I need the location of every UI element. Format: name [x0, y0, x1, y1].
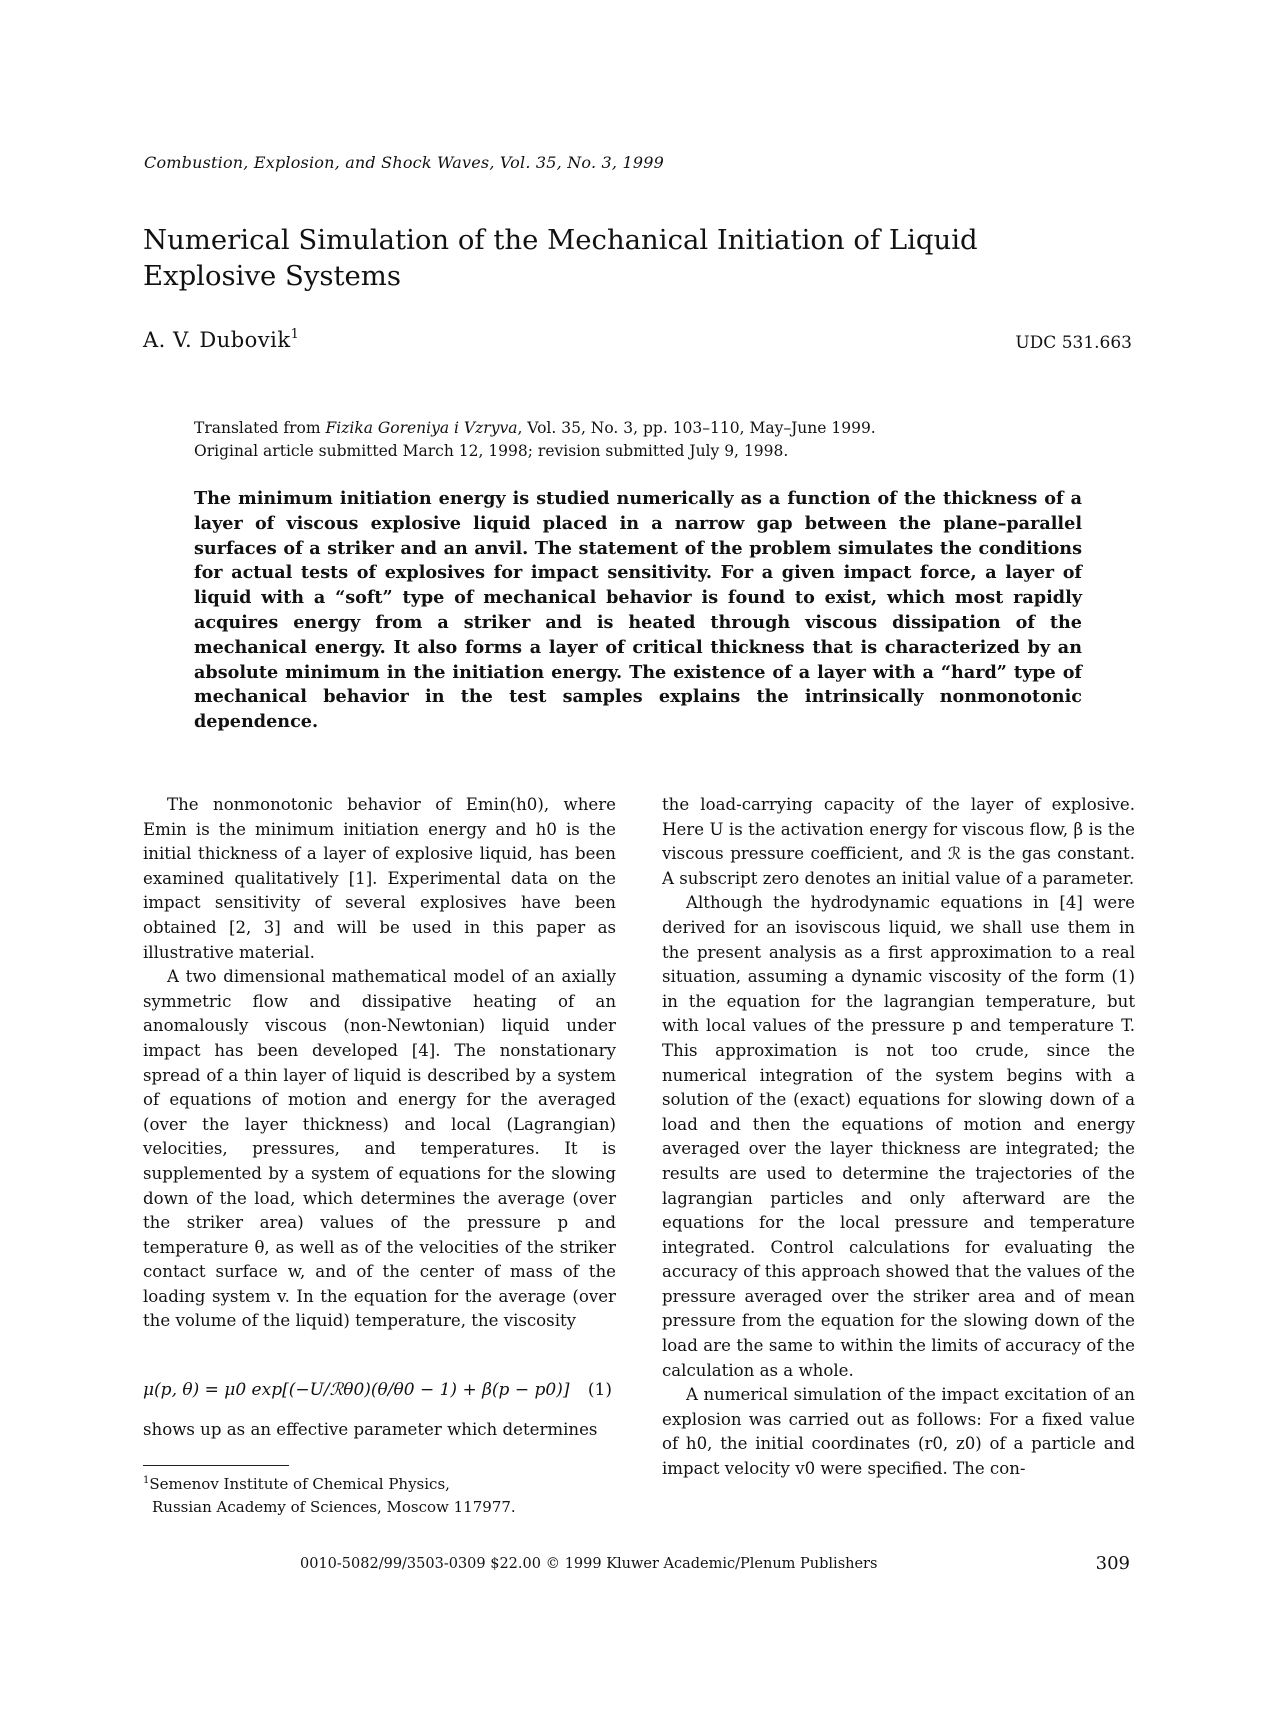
- body-paragraph: Although the hydrodynamic equations in [4] were derived for an isoviscous liquid, we shall use them in the present analysis as a first approximation to a real situation, assuming a dynamic viscosity of the form (1) in the equation for the lagrangian temperature, but with local values of the pressure p and temperature T. This approximation is not too crude, since the numerical integration of the system begins with a solution of the (exact) equations for slowing down of a load and then the equations of motion and energy averaged over the layer thickness are integrated; the results are used to determine the trajectories of the lagrangian particles and only afterward are the equations for the local pressure and temperature integrated. Control calculations for evaluating the accuracy of this approach showed that the values of the pressure averaged over the striker area and of mean pressure from the equation for the slowing down of the load are the same to within the limits of accuracy of the calculation as a whole.: [662, 893, 1135, 1380]
- body-paragraph: A numerical simulation of the impact excitation of an explosion was carried out as follows: For a fixed value of h0, the initial coordinates (r0, z0) of a particle and impact velocity v0 were specified. The con-: [662, 1385, 1135, 1479]
- body-paragraph: A two dimensional mathematical model of an axially symmetric flow and dissipative heating of an anomalously viscous (non-Newtonian) liquid under impact has been developed [4]. The nonstationary spread of a thin layer of liquid is described by a system of equations of motion and energy for the averaged (over the layer thickness) and local (Lagrangian) velocities, pressures, and temperatures. It is supplemented by a system of equations for the slowing down of the load, which determines the average (over the striker area) values of the pressure p and temperature θ, as well as of the velocities of the striker contact surface w, and of the center of mass of the loading system v. In the equation for the average (over the volume of the liquid) temperature, the viscosity: [143, 967, 616, 1331]
- author-line: [143, 327, 299, 352]
- submission-dates: Original article submitted March 12, 1998; revision submitted July 9, 1998.: [194, 442, 789, 460]
- equation-1: [143, 1380, 616, 1400]
- footnote-mark: 1: [143, 1475, 150, 1486]
- footnote-divider: [143, 1465, 289, 1466]
- equation-body: μ(p, θ) = μ0 exp[(−U/ℛθ0)(θ/θ0 − 1) + β(p − p0)]: [143, 1380, 570, 1400]
- translation-prefix: Translated from: [194, 419, 326, 437]
- translation-note: [194, 417, 1094, 463]
- right-column: [662, 793, 1135, 1482]
- body-paragraph: the load-carrying capacity of the layer of explosive. Here U is the activation energy for viscous flow, β is the viscous pressure coefficient, and ℛ is the gas constant. A subscript zero denotes an initial value of a parameter.: [662, 795, 1135, 888]
- body-paragraph: The nonmonotonic behavior of Emin(h0), where Emin is the minimum initiation energy and h0 is the initial thickness of a layer of explosive liquid, has been examined qualitatively [1]. Experimental data on the impact sensitivity of several explosives have been obtained [2, 3] and will be used in this paper as illustrative material.: [143, 795, 616, 962]
- body-continuation: shows up as an effective parameter which determines: [143, 1420, 598, 1439]
- abstract: The minimum initiation energy is studied numerically as a function of the thickness of a layer of viscous explosive liquid placed in a narrow gap between the plane–parallel surfaces of a striker and an anvil. The statement of the problem simulates the conditions for actual tests of explosives for impact sensitivity. For a given impact force, a layer of liquid with a “soft” type of mechanical behavior is found to exist, which most rapidly acquires energy from a striker and is heated through viscous dissipation of the mechanical energy. It also forms a layer of critical thickness that is characterized by an absolute minimum in the initiation energy. The existence of a layer with a “hard” type of mechanical behavior in the test samples explains the intrinsically nonmonotonic dependence.: [194, 488, 1082, 733]
- translation-source-line: [194, 417, 1094, 440]
- footnote-text-1: Semenov Institute of Chemical Physics,: [149, 1475, 450, 1493]
- footnote: [143, 1469, 516, 1519]
- footnote-line-1: [143, 1469, 516, 1496]
- author-footnote-mark: 1: [290, 327, 300, 342]
- translation-source: Fizika Goreniya i Vzryva: [325, 419, 518, 437]
- equation-number: (1): [587, 1380, 612, 1400]
- udc-code: UDC 531.663: [1015, 333, 1132, 353]
- journal-header: Combustion, Explosion, and Shock Waves, Vol. 35, No. 3, 1999: [144, 153, 665, 172]
- page-number: 309: [1095, 1553, 1130, 1574]
- copyright-footer: 0010-5082/99/3503-0309 $22.00 © 1999 Kluwer Academic/Plenum Publishers: [300, 1556, 878, 1572]
- author-name: A. V. Dubovik: [143, 328, 291, 352]
- translation-details: , Vol. 35, No. 3, pp. 103–110, May–June 1999.: [517, 419, 876, 437]
- left-column: [143, 793, 616, 1334]
- article-title: Numerical Simulation of the Mechanical Initiation of Liquid Explosive Systems: [143, 224, 978, 292]
- footnote-line-2: Russian Academy of Sciences, Moscow 117977.: [152, 1498, 516, 1516]
